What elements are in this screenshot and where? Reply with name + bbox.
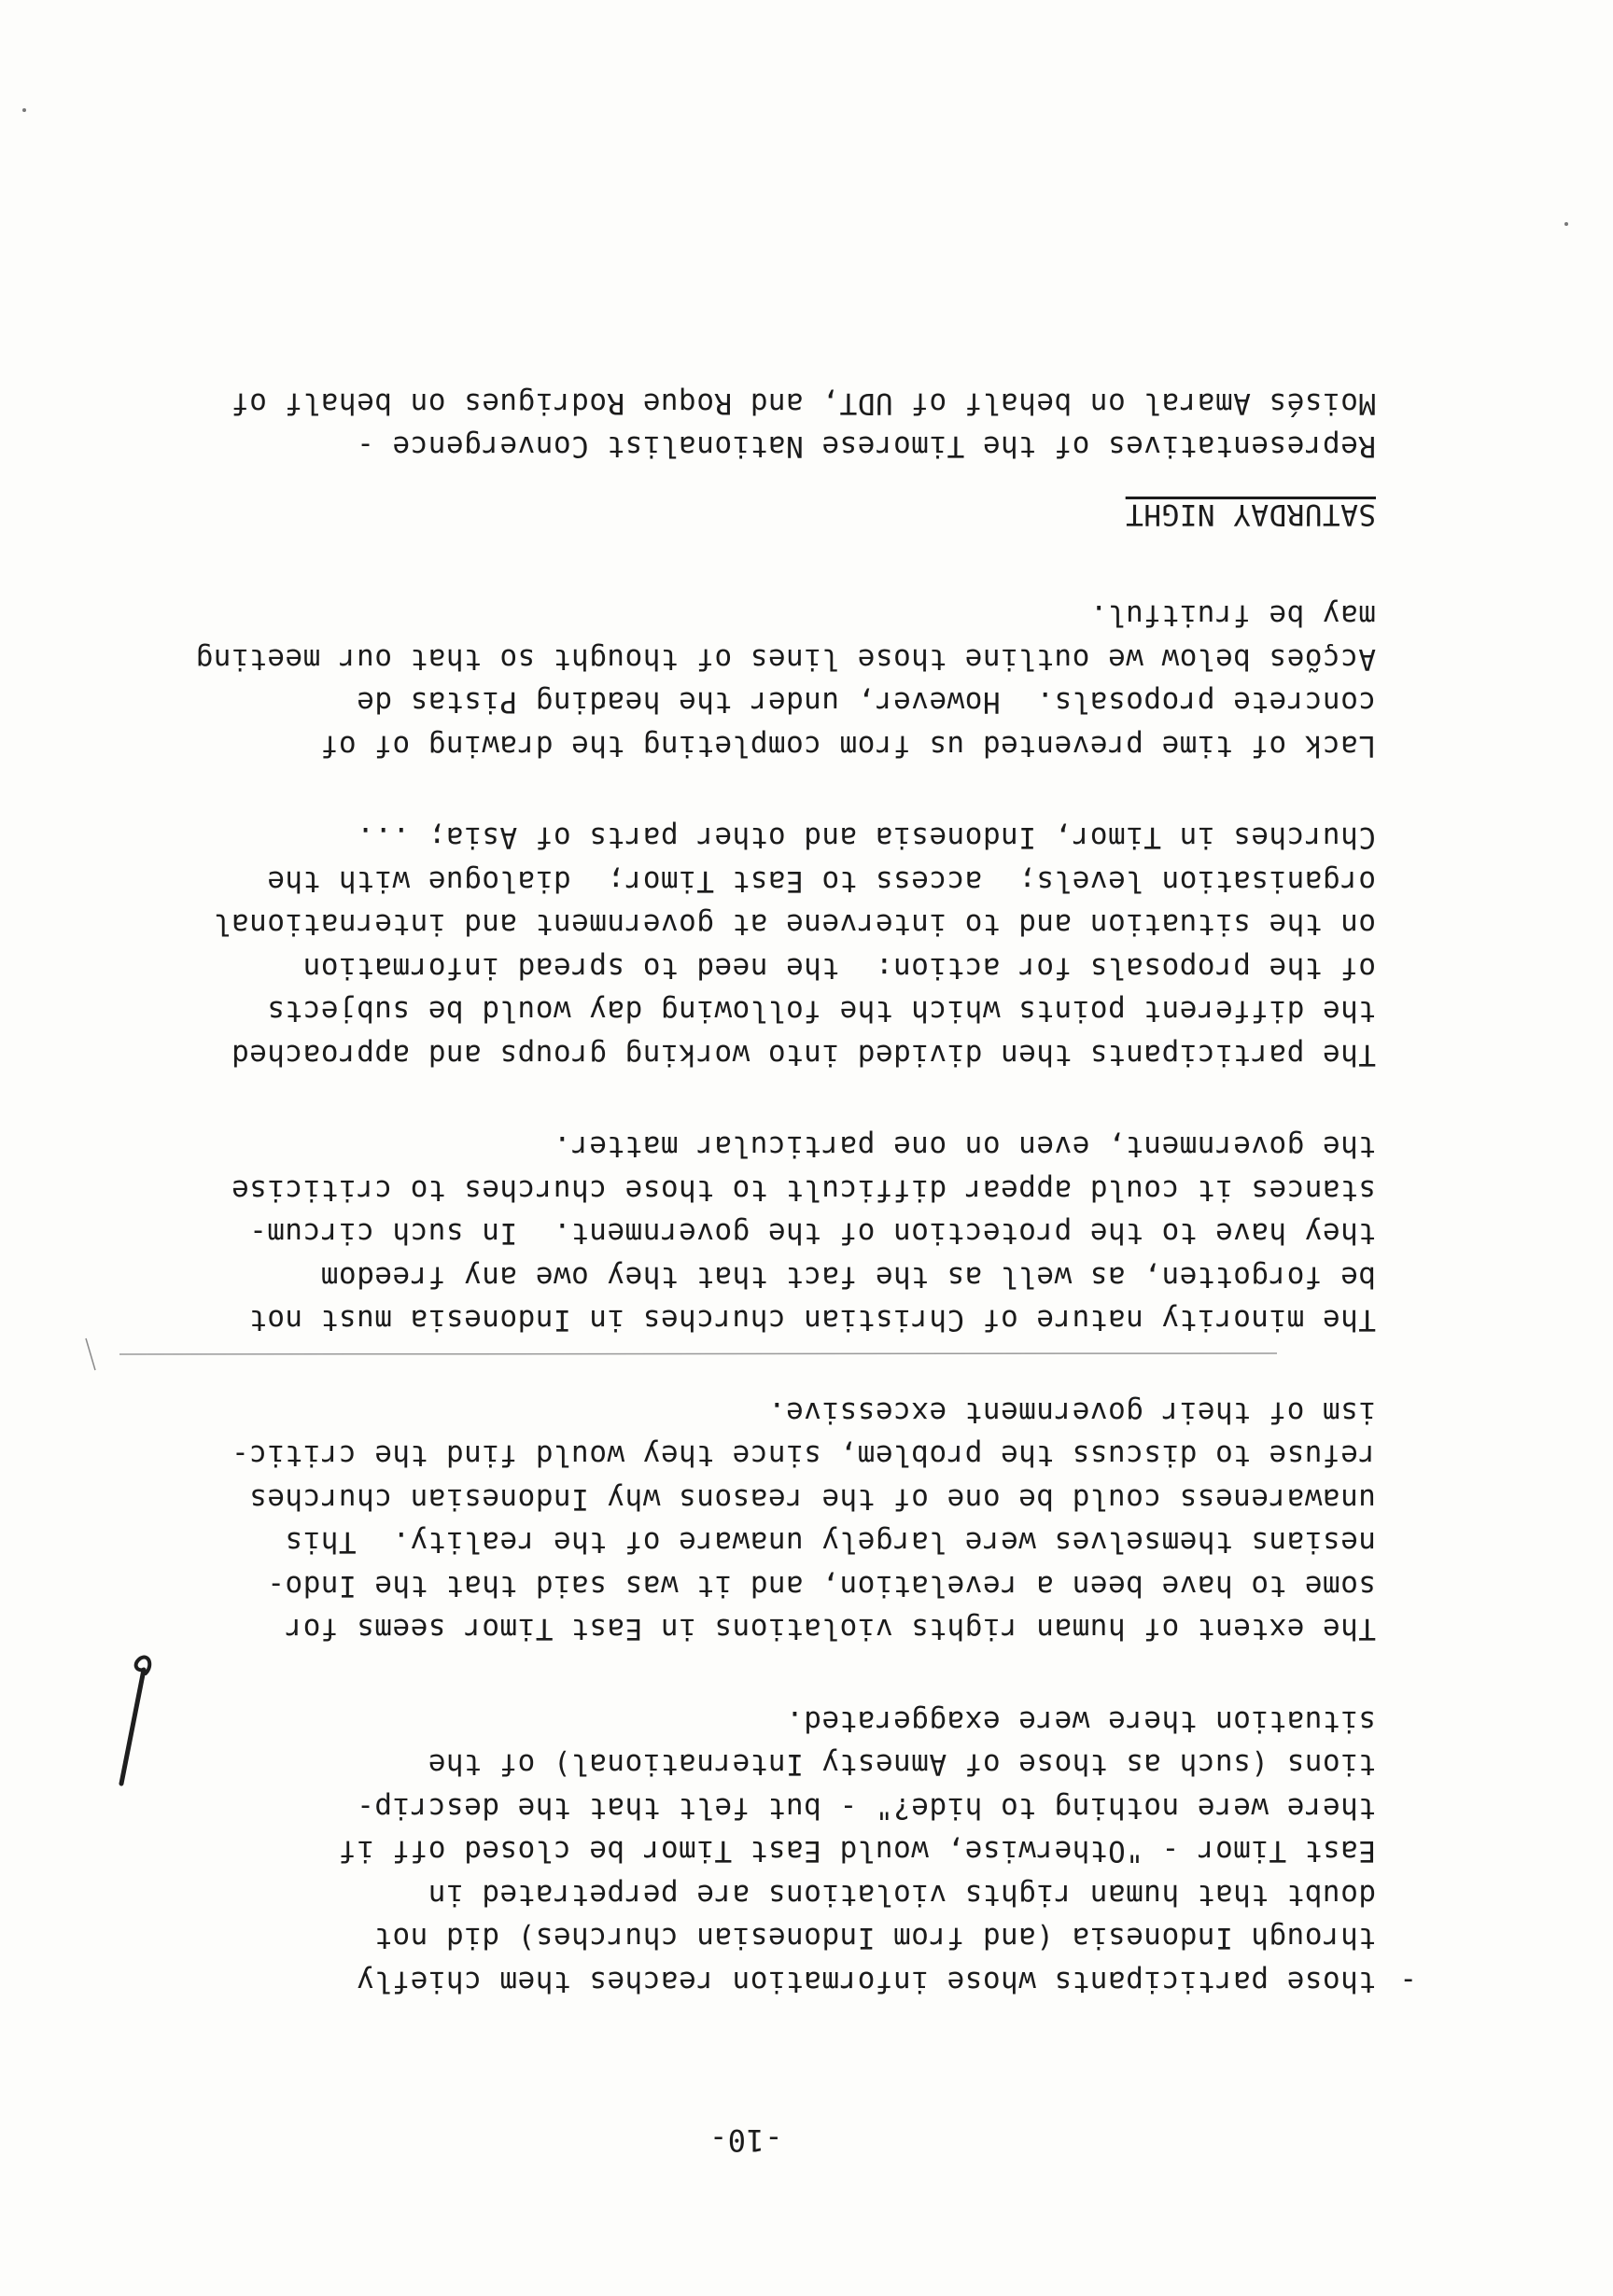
text-line: stances it could appear difficult to those churches to criticise (231, 1173, 1376, 1207)
text-line: concrete proposals. However, under the heading Pistas de (356, 685, 1376, 720)
text-line: on the situation and to intervene at government and international (213, 907, 1376, 942)
paragraph-working-groups (116, 816, 1376, 1076)
text-line: through Indonesia (and from Indonesian churches) did not (373, 1921, 1376, 1955)
page-number: -10- (708, 2122, 783, 2158)
text-line: Representatives of the Timorese Nationalist Convergence - (356, 429, 1376, 464)
paragraph-minority (116, 1125, 1376, 1342)
text-line: of the proposals for action: the need to spread information (302, 951, 1376, 985)
text-line: East Timor - "Otherwise, would East Timor be closed off if (338, 1834, 1376, 1869)
paragraph-extent (116, 1391, 1376, 1651)
text-line: the different points which the following day would be subjects (266, 994, 1376, 1029)
document-body (116, 333, 1417, 2159)
text-line: tions (such as those of Amnesty International) of the (428, 1747, 1376, 1782)
text-line: Churches in Timor, Indonesia and other parts of Asia; ... (356, 820, 1376, 855)
text-line: be forgotten, as well as the fact that they owe any freedom (320, 1260, 1376, 1294)
text-line: some to have been a revelation, and it was said that the Indo- (266, 1569, 1376, 1603)
text-line: organisation levels; access to East Timor; dialogue with the (266, 864, 1376, 898)
scan-speck (1564, 222, 1568, 226)
text-line: refuse to discuss the problem, since they would find the critic- (231, 1438, 1376, 1473)
text-line: Acções below we outline those lines of thought so that our meeting (195, 642, 1376, 676)
text-line: may be fruitful. (1089, 598, 1376, 633)
text-line: Lack of time prevented us from completing the drawing of of (320, 729, 1376, 763)
text-line: The extent of human rights violations in East Timor seems for (285, 1612, 1376, 1646)
pencil-margin-tick (80, 1335, 99, 1372)
text-line: The participants then divided into working groups and approached (231, 1038, 1376, 1071)
text-line: they have to the protection of the government. In such circum- (248, 1216, 1376, 1251)
section-heading: SATURDAY NIGHT (1125, 497, 1376, 531)
scan-speck (22, 108, 26, 112)
text-line: situation there were exaggerated. (785, 1704, 1376, 1738)
text-line: unawareness could be one of the reasons why Indonesian churches (248, 1482, 1376, 1516)
text-line: the government, even on one particular matter. (553, 1129, 1376, 1164)
text-line: doubt that human rights violations are perpetrated in (428, 1878, 1376, 1911)
text-line: ism of their government excessive. (767, 1395, 1376, 1429)
text-line: Moisés Amaral on behalf of UDT, and Roque Rodrigues on behalf of (231, 386, 1376, 420)
text-line: nesians themselves were largely unaware of the reality. This (285, 1525, 1376, 1560)
text-line: those participants whose information reaches them chiefly (356, 1965, 1376, 1998)
text-line: there were nothing to hide?" - but felt that the descrip- (356, 1791, 1376, 1825)
bullet-paragraph (116, 1700, 1417, 2004)
paragraph-representatives (116, 382, 1376, 469)
paragraph-lack-of-time (116, 594, 1376, 767)
bullet-marker: - (1398, 1965, 1417, 1998)
text-line: The minority nature of Christian churches in Indonesia must not (248, 1303, 1376, 1337)
